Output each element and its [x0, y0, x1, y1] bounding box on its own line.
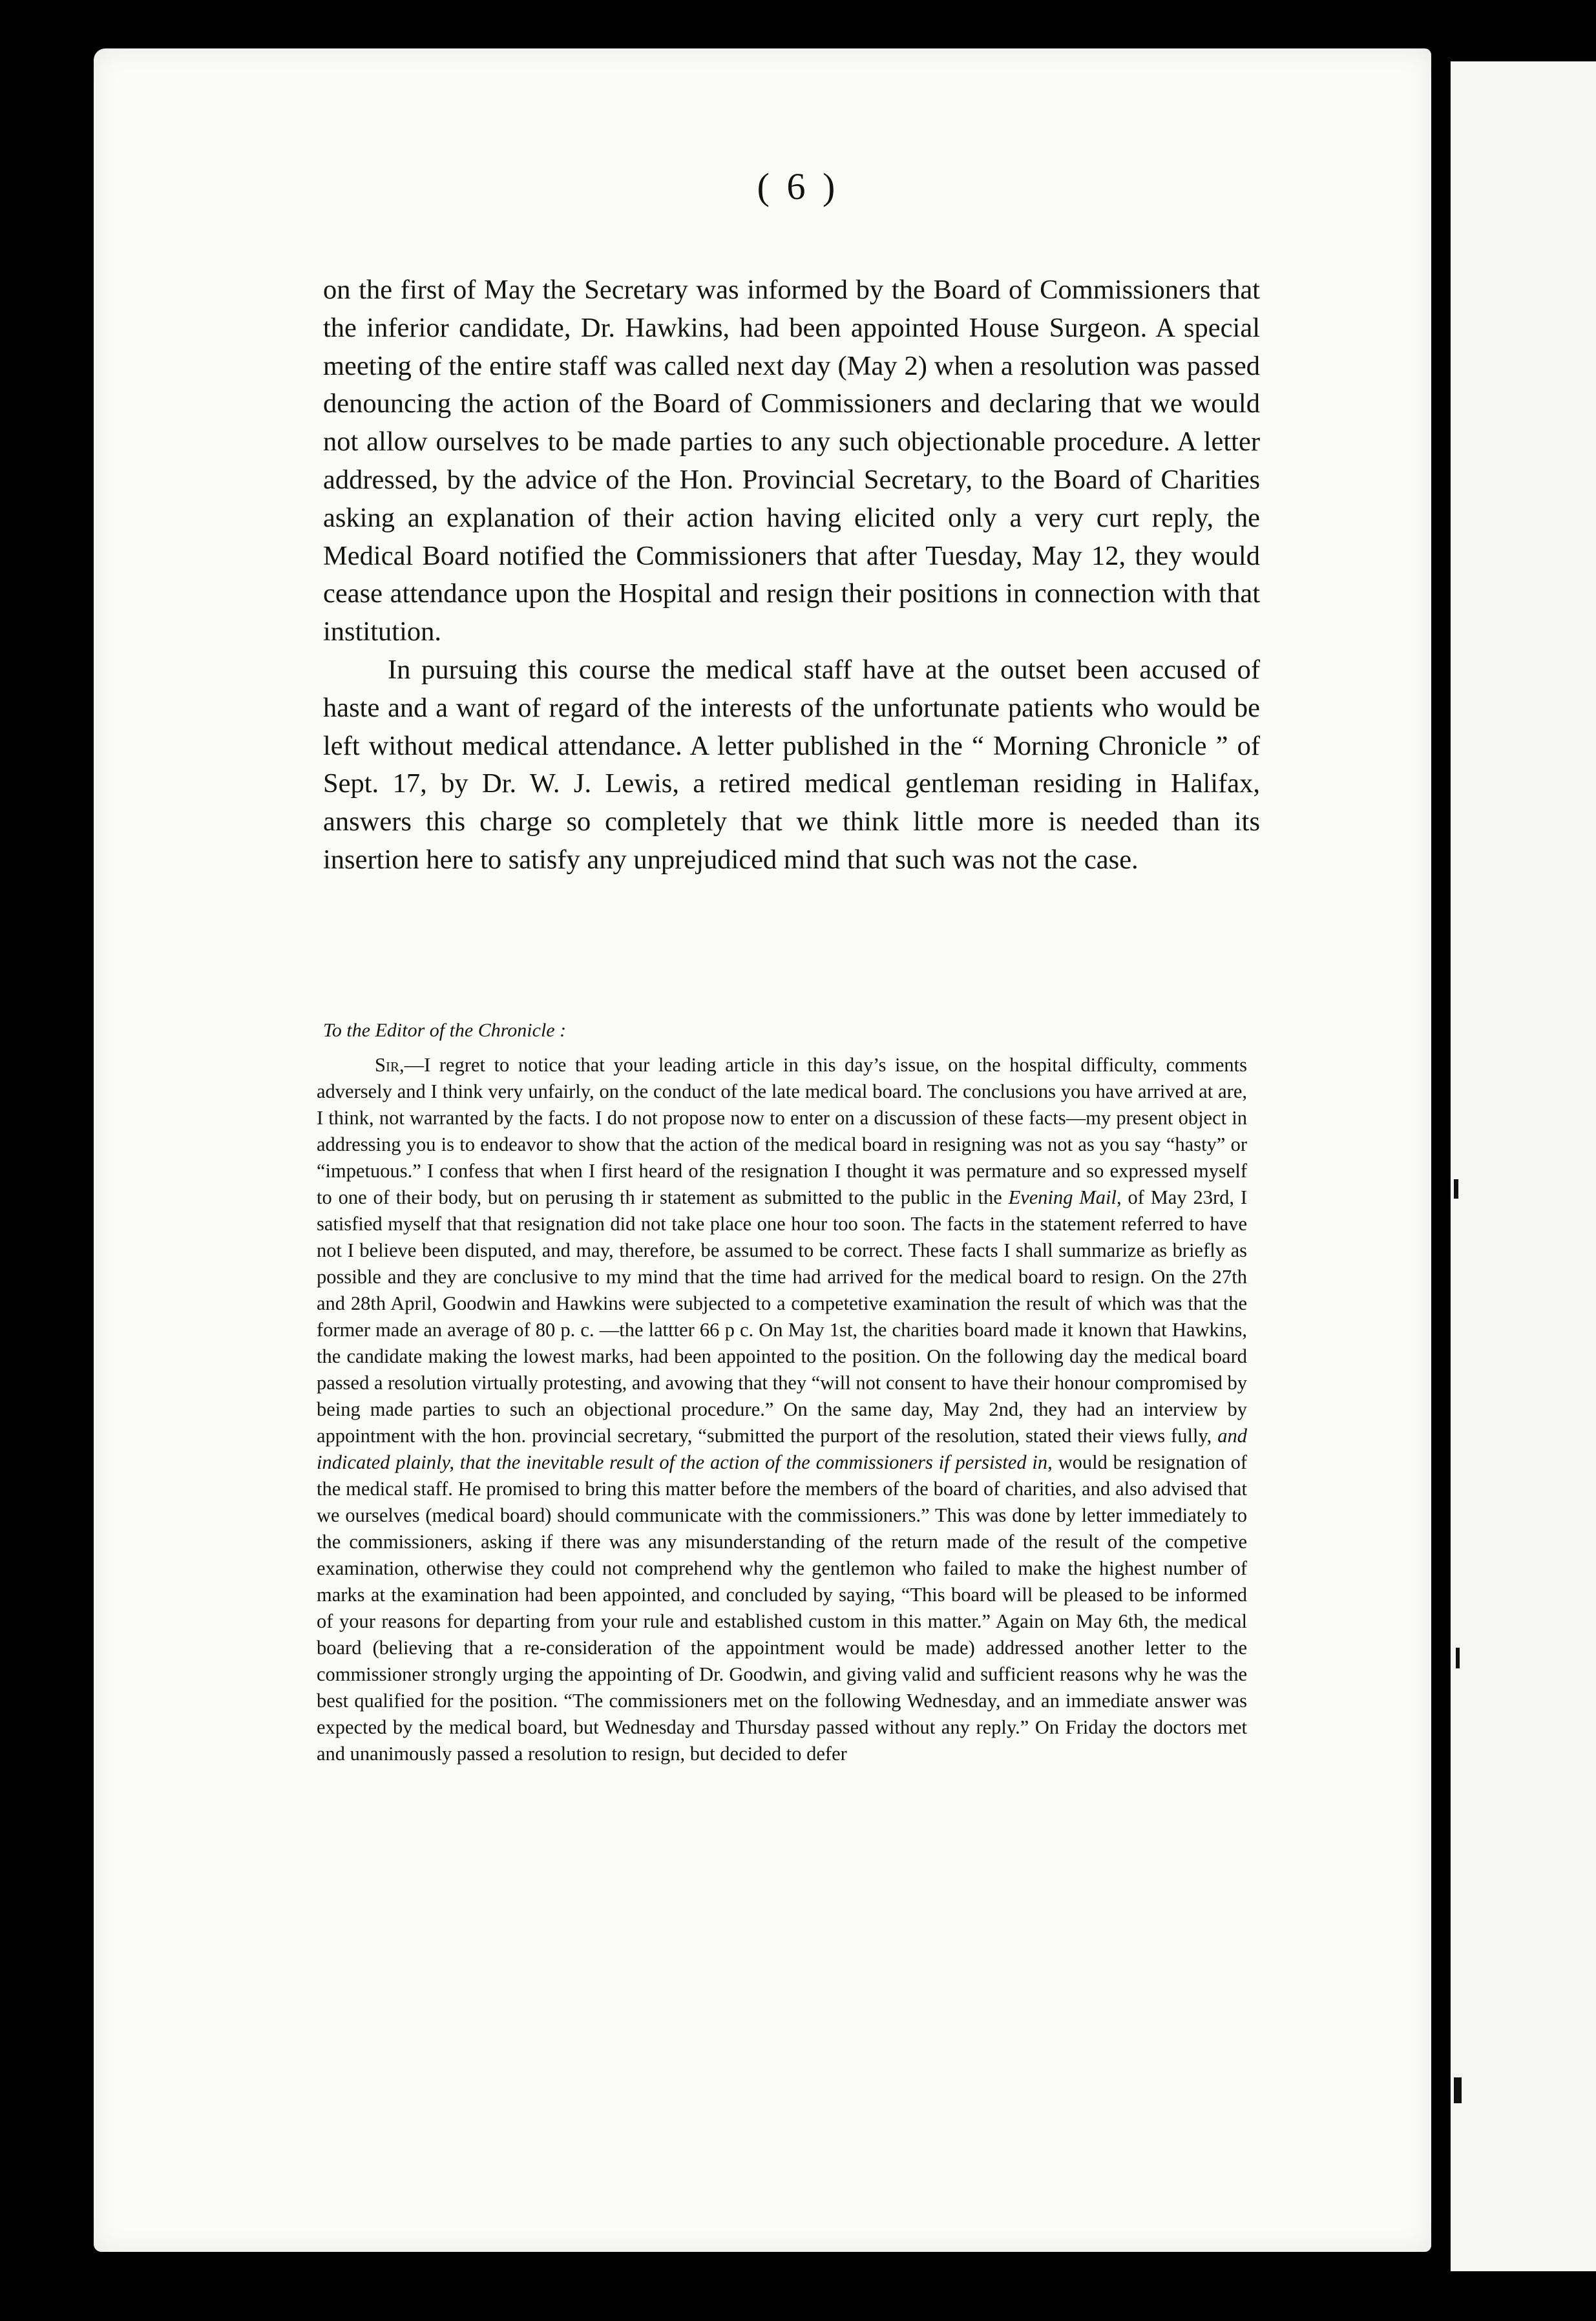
letter-text-segment: —I regret to notice that your leading article in this day’s issue, on the hospital difficulty, comments adversely and I think very unfairly, on the conduct of the late medical board. The conclusions you have arrived at are, I think, not warranted by the facts. I do not propose now to enter on a discussion of these facts—my present object in addressing you is to endeavor to show that the action of the medical board in resigning was not as you say “hasty” or “impetuous.” I confess that when I first heard of the resignation I thought it was permature and so expressed myself to one of their body, but on perusing th ir statement as submitted to the public in the — [317, 1054, 1247, 1208]
letter-paragraph — [317, 1052, 1247, 1767]
letter-salutation: Sir, — [375, 1054, 404, 1076]
adjacent-page-edge — [1451, 61, 1596, 2271]
quoted-letter — [317, 1052, 1247, 1767]
body-paragraph: on the first of May the Secretary was informed by the Board of Commissioners that the inferior candidate, Dr. Hawkins, had been appointed House Surgeon. A special meeting of the entire staff was called next day (May 2) when a resolution was passed denouncing the action of the Board of Commissioners and declaring that we would not allow ourselves to be made parties to any such objectionable procedure. A letter addressed, by the advice of the Hon. Provincial Secretary, to the Board of Charities asking an explanation of their action having elicited only a very curt reply, the Medical Board notified the Commissioners that after Tuesday, May 12, they would cease attendance upon the Hospital and resign their positions in connection with that institution. — [323, 275, 1260, 647]
edge-mark — [1456, 1648, 1460, 1668]
letter-text-segment: , of May 23rd, I satisfied myself that that resignation did not take place one hour too soon. The facts in the statement referred to have not I believe been disputed, and may, therefore, be assumed to be correct. These facts I shall summarize as briefly as possible and they are conclusive to my mind that the time had arrived for the medical board to resign. On the 27th and 28th April, Goodwin and Hawkins were subjected to a competetive examination the result of which was that the former made an average of 80 p. c. —the lattter 66 p c. On May 1st, the charities board made it known that Hawkins, the candidate making the lowest marks, had been appointed to the position. On the following day the medical board passed a resolution virtually protesting, and avowing that they “will not consent to have their honour compromised by being made parties to such an objectional procedure.” On the same day, May 2nd, they had an interview by appointment with the hon. provincial secretary, “submitted the purport of the resolution, stated their views fully, — [317, 1186, 1247, 1447]
letter-heading: To the Editor of the Chronicle : — [323, 1020, 567, 1041]
letter-emphasis: and indicated plainly, that the inevitable result of the action of the commissioners if persisted in, — [317, 1425, 1247, 1473]
newspaper-name: Evening Mail — [1008, 1186, 1117, 1208]
body-paragraph: In pursuing this course the medical staff have at the outset been accused of haste and a want of regard of the interests of the unfortunate patients who would be left without medical attendance. A letter published in the “ Morning Chronicle ” of Sept. 17, by Dr. W. J. Lewis, a retired medical gentleman residing in Halifax, answers this charge so completely that we think little more is needed than its insertion here to satisfy any unprejudiced mind that such was not the case. — [323, 654, 1260, 875]
edge-mark — [1454, 1179, 1458, 1199]
letter-text-segment: would be resignation of the medical staff. He promised to bring this matter before the members of the board of charities, and also advised that we ourselves (medical board) should communicate with the commissioners.” This was done by letter immediately to the commissioners, asking if there was any misunderstanding of the return made of the result of the competive examination, otherwise they could not comprehend why the gentlemon who failed to make the highest number of marks at the examination had been appointed, and concluded by saying, “This board will be pleased to be informed of your reasons for departing from your rule and established custom in this matter.” Again on May 6th, the medical board (believing that a re-consideration of the appointment would be made) addressed another letter to the commissioner strongly urging the appointing of Dr. Goodwin, and giving valid and sufficient reasons why he was the best qualified for the position. “The commissioners met on the following Wednesday, and an immediate answer was expected by the medical board, but Wednesday and Thursday passed without any reply.” On Friday the doctors met and unanimously passed a resolution to resign, but decided to defer — [317, 1451, 1247, 1765]
body-text — [323, 271, 1260, 879]
page-number: ( 6 ) — [757, 165, 839, 207]
edge-mark — [1454, 2077, 1462, 2103]
